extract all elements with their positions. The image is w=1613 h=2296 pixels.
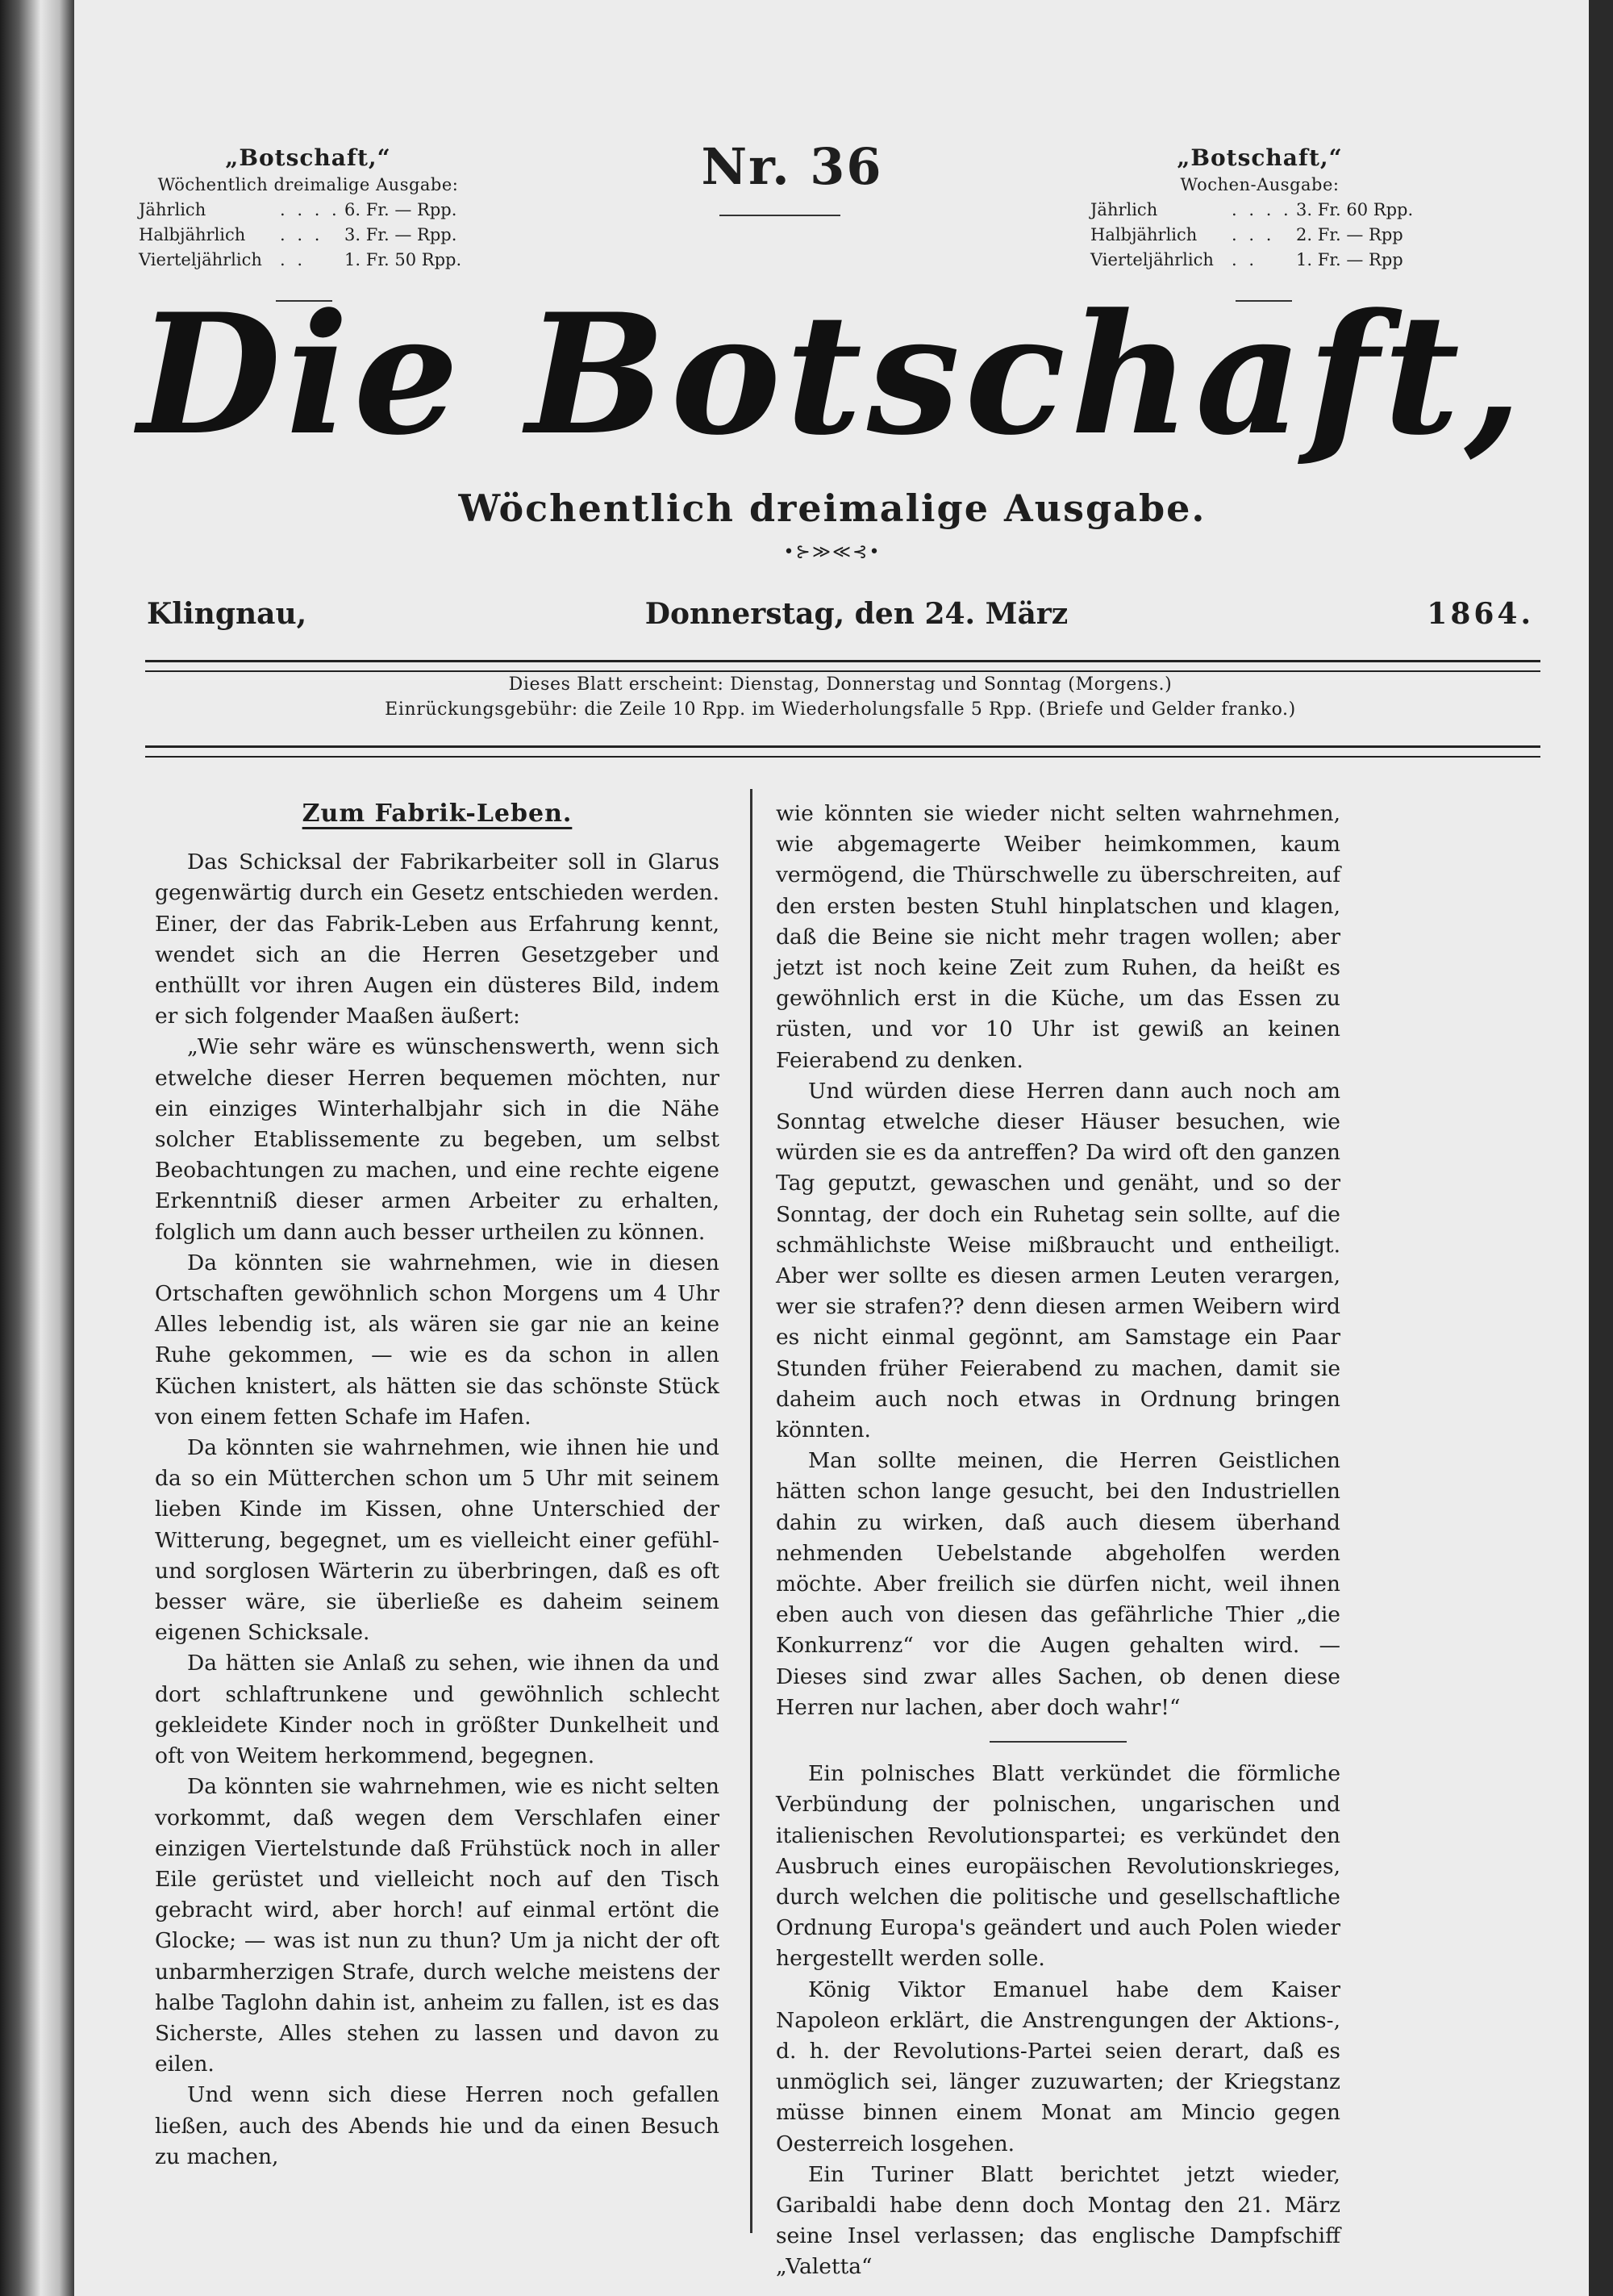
price-value: 3. Fr. 60 Rpp.: [1296, 200, 1414, 219]
price-box-heading: „Botschaft,“: [1177, 144, 1343, 171]
column-right: [776, 799, 1340, 2283]
price-row: [1090, 248, 1429, 273]
price-label: Vierteljährlich: [139, 250, 262, 269]
price-value: 3. Fr. — Rpp.: [344, 225, 457, 244]
price-row: [139, 223, 477, 248]
article-paragraph: Da könnten sie wahrnehmen, wie in diesen Ortschaften gewöhnlich schon Morgens um 4 Uhr Alles lebendig ist, als wären sie gar nie an keine Ruhe gekommen, — wie es da schon in allen Küchen knistert, als hätten sie das schönste Stück von einem fetten Schafe im Hafen.: [155, 1250, 719, 1430]
price-value: 2. Fr. — Rpp: [1296, 225, 1403, 244]
price-box-heading: „Botschaft,“: [225, 144, 391, 171]
article-separator: [990, 1741, 1127, 1743]
notice-double-rule: [145, 745, 1540, 758]
price-dots: . . . .: [280, 200, 340, 219]
article-paragraph: Man sollte meinen, die Herren Geistlichen hätten schon lange gesucht, bei den Industriellen dahin zu wirken, daß auch diesem überhand nehmenden Uebelstande abgeholfen werden möchte. Aber freilich sie dürfen nicht, weil ihnen eben auch von diesen das gefährliche Thier „die Konkurrenz“ vor die Augen gehalten wird. — Dieses sind zwar alles Sachen, ob denen diese Herren nur lachen, aber doch wahr!“: [776, 1448, 1340, 1720]
news-paragraph: König Viktor Emanuel habe dem Kaiser Napoleon erklärt, die Anstrengungen der Aktions-, d. h. der Revolutions-Partei seien derart, daß es unmöglich sei, länger zuzuwarten; der Kriegstanz müsse binnen einem Monat am Mincio gegen Oesterreich losgehen.: [776, 1977, 1340, 2156]
price-label: Vierteljährlich: [1090, 250, 1214, 269]
dateline-place: Klingnau,: [147, 597, 307, 631]
scan-binding-edge: [0, 0, 74, 2296]
price-label: Halbjährlich: [139, 225, 246, 244]
price-dots: . . .: [280, 225, 323, 244]
article-title: Zum Fabrik-Leben.: [302, 799, 573, 828]
price-row: [139, 198, 477, 223]
price-box-subheading: Wöchentlich dreimalige Ausgabe:: [157, 175, 459, 194]
masthead-title: Die Botschaft,: [137, 278, 1528, 472]
publication-schedule: Dieses Blatt erscheint: Dienstag, Donnerstag und Sonntag (Morgens.): [508, 674, 1173, 695]
price-row: [1090, 223, 1429, 248]
article-paragraph: „Wie sehr wäre es wünschenswerth, wenn sich etwelche dieser Herren bequemen möchten, nur ein einziges Winterhalbjahr sich in die Nähe solcher Etablissemente zu begeben, um selbst Beobachtungen zu machen, und eine rechte eigene Erkenntniß dieser armen Arbeiter zu erhalten, folglich um dann auch besser urtheilen zu können.: [155, 1034, 719, 1245]
price-dots: . .: [280, 250, 306, 269]
publication-notice: [155, 672, 1526, 722]
price-dots: . . . .: [1232, 200, 1292, 219]
price-label: Jährlich: [1090, 200, 1158, 219]
header-double-rule: [145, 660, 1540, 672]
dateline: [147, 597, 1534, 645]
article-paragraph: Da könnten sie wahrnehmen, wie es nicht selten vorkommt, daß wegen dem Verschlafen einer einzigen Viertelstunde daß Frühstück noch in aller Eile gerüstet und vielleicht noch auf den Tisch gebracht wird, aber horch! auf einmal ertönt die Glocke; — was ist nun zu thun? Um ja nicht der oft unbarmherzigen Strafe, durch welche meistens der halbe Taglohn dahin ist, anheim zu fallen, ist es das Sicherste, Alles stehen zu lassen und davon zu eilen.: [155, 1774, 719, 2077]
masthead-subtitle: Wöchentlich dreimalige Ausgabe.: [458, 486, 1207, 530]
price-box-left: [139, 144, 477, 273]
article-paragraph: Und würden diese Herren dann auch noch am Sonntag etwelche dieser Häuser besuchen, wie würden sie es da antreffen? Da wird oft den ganzen Tag geputzt, gewaschen und genäht, und so der Sonntag, der doch ein Ruhetag sein sollte, auf die schmählichste Weise mißbraucht und entheiligt. Aber wer sollte es diesen armen Leuten verargen, wer sie strafen?? denn diesen armen Weibern wird es nicht einmal gegönnt, am Samstage ein Paar Stunden früher Feierabend zu machen, damit sie daheim auch noch etwas in Ordnung bringen könnten.: [776, 1078, 1340, 1443]
issue-number-rule: [719, 215, 840, 216]
article-paragraph: Das Schicksal der Fabrikarbeiter soll in Glarus gegenwärtig durch ein Gesetz entschieden werden. Einer, der das Fabrik-Leben aus Erfahrung kennt, wendet sich an die Herren Gesetzgeber und enthüllt vor ihren Augen ein düsteres Bild, indem er sich folgender Maaßen äußert:: [155, 850, 719, 1029]
ornament-divider: •⊱≫≪⊰•: [783, 542, 882, 562]
price-box-subheading: Wochen-Ausgabe:: [1180, 175, 1340, 194]
dateline-year: 1864.: [1427, 597, 1534, 631]
news-paragraph: Ein Turiner Blatt berichtet jetzt wieder, Garibaldi habe denn doch Montag den 21. März seine Insel verlassen; das englische Dampfschiff „Valetta“: [776, 2161, 1340, 2280]
price-label: Halbjährlich: [1090, 225, 1198, 244]
newspaper-page: [74, 0, 1589, 2296]
price-value: 1. Fr. — Rpp: [1296, 250, 1403, 269]
article-paragraph: Und wenn sich diese Herren noch gefallen ließen, auch des Abends hie und da einen Besuch zu machen,: [155, 2082, 719, 2169]
article-paragraph: Da könnten sie wahrnehmen, wie ihnen hie und da so ein Mütterchen schon um 5 Uhr mit seinem lieben Kinde im Kissen, ohne Unterschied der Witterung, begegnet, um es vielleicht einer gefühl- und sorglosen Wärterin zu überbringen, daß es oft besser wäre, sie überließe es daheim seinem eigenen Schicksale.: [155, 1435, 719, 1646]
price-row: [1090, 198, 1429, 223]
price-row: [139, 248, 477, 273]
article-paragraph: wie könnten sie wieder nicht selten wahrnehmen, wie abgemagerte Weiber heimkommen, kaum vermögend, die Thürschwelle zu überschreiten, auf den ersten besten Stuhl hinplatschen und klagen, daß die Beine sie nicht mehr tragen wollen; aber jetzt ist noch keine Zeit zum Ruhen, da heißt es gewöhnlich erst in die Küche, um das Essen zu rüsten, und vor 10 Uhr ist gewiß an keinen Feierabend zu denken.: [776, 801, 1340, 1073]
price-value: 1. Fr. 50 Rpp.: [344, 250, 462, 269]
price-box-right: [1090, 144, 1429, 273]
column-divider: [750, 789, 752, 2233]
issue-number: Nr. 36: [701, 137, 883, 196]
news-paragraph: Ein polnisches Blatt verkündet die förmliche Verbündung der polnischen, ungarischen und italienischen Revolutionspartei; es verkündet den Ausbruch eines europäischen Revolutionskrieges, durch welchen die politische und gesellschaftliche Ordnung Europa's geändert und auch Polen wieder hergestellt werden solle.: [776, 1761, 1340, 1972]
article-paragraph: Da hätten sie Anlaß zu sehen, wie ihnen da und dort schlaftrunkene und gewöhnlich schlecht gekleidete Kinder noch in größter Dunkelheit und oft von Weitem herkommend, begegnen.: [155, 1651, 719, 1769]
price-dots: . . .: [1232, 225, 1275, 244]
advertising-fees: Einrückungsgebühr: die Zeile 10 Rpp. im Wiederholungsfalle 5 Rpp. (Briefe und Gelder franko.): [385, 699, 1296, 720]
price-dots: . .: [1232, 250, 1258, 269]
price-value: 6. Fr. — Rpp.: [344, 200, 457, 219]
dateline-date: Donnerstag, den 24. März: [644, 597, 1069, 631]
column-left: [155, 799, 719, 2173]
price-label: Jährlich: [139, 200, 206, 219]
